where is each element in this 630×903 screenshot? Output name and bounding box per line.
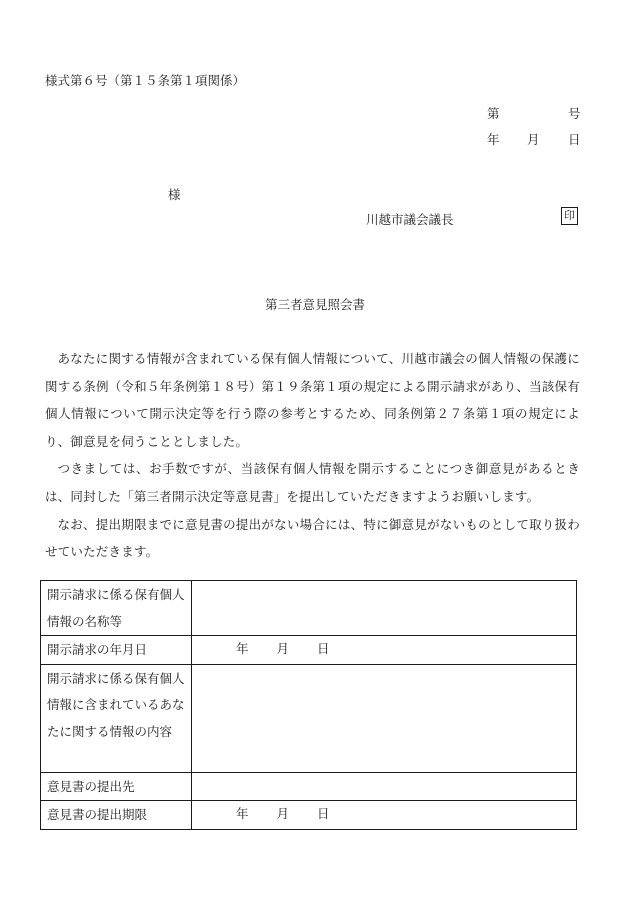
seal-stamp: 印 <box>561 207 578 225</box>
value-request-date[interactable] <box>192 636 577 665</box>
table-row <box>41 664 577 772</box>
label-info-name: 開示請求に係る保有個人情報の名称等 <box>41 581 192 636</box>
table-row <box>41 801 577 830</box>
document-number-prefix: 第 <box>487 106 500 121</box>
value-submission-deadline[interactable] <box>192 801 577 830</box>
sender-name: 川越市議会議長 <box>366 212 454 227</box>
paragraph-2: つきましては、お手数ですが、当該保有個人情報を開示することにつき御意見があるときは、同封した「第三者開示決定等意見書」を提出していただきますようお願いします。 <box>45 461 580 504</box>
label-info-content: 開示請求に係る保有個人情報に含まれているあなたに関する情報の内容 <box>41 664 192 772</box>
paragraph-3: なお、提出期限までに意見書の提出がない場合には、特に御意見がないものとして取り扱わせていただきます。 <box>45 516 580 560</box>
paragraph-1: あなたに関する情報が含まれている保有個人情報について、川越市議会の個人情報の保護に関する条例（令和５年条例第１８号）第１９条第１項の規定による開示請求があり、当該保有個人情報について開示決定等を行う際の参考とするため、同条例第２７条第１項の規定により、御意見を伺うこととしました。 <box>45 351 580 449</box>
value-info-name[interactable] <box>192 581 577 636</box>
request-date-year: 年 <box>236 641 249 656</box>
request-date-day: 日 <box>317 641 330 656</box>
value-submission-destination[interactable] <box>192 772 577 801</box>
label-submission-destination: 意見書の提出先 <box>41 772 192 801</box>
addressee-honorific: 様 <box>168 187 181 202</box>
table-row <box>41 636 577 665</box>
body-text <box>45 345 580 566</box>
issue-date-year: 年 <box>487 132 500 147</box>
deadline-year: 年 <box>236 806 249 821</box>
deadline-day: 日 <box>317 806 330 821</box>
label-request-date: 開示請求の年月日 <box>41 636 192 665</box>
table-row <box>41 772 577 801</box>
document-number-suffix: 号 <box>568 106 581 121</box>
info-table <box>40 580 577 830</box>
issue-date-month: 月 <box>527 132 540 147</box>
value-info-content[interactable] <box>192 664 577 772</box>
deadline-month: 月 <box>276 806 290 821</box>
label-submission-deadline: 意見書の提出期限 <box>41 801 192 830</box>
document-title: 第三者意見照会書 <box>264 297 365 312</box>
issue-date-day: 日 <box>568 132 581 147</box>
table-row <box>41 581 577 636</box>
form-number: 様式第６号（第１５条第１項関係） <box>45 73 246 88</box>
request-date-month: 月 <box>276 641 290 656</box>
